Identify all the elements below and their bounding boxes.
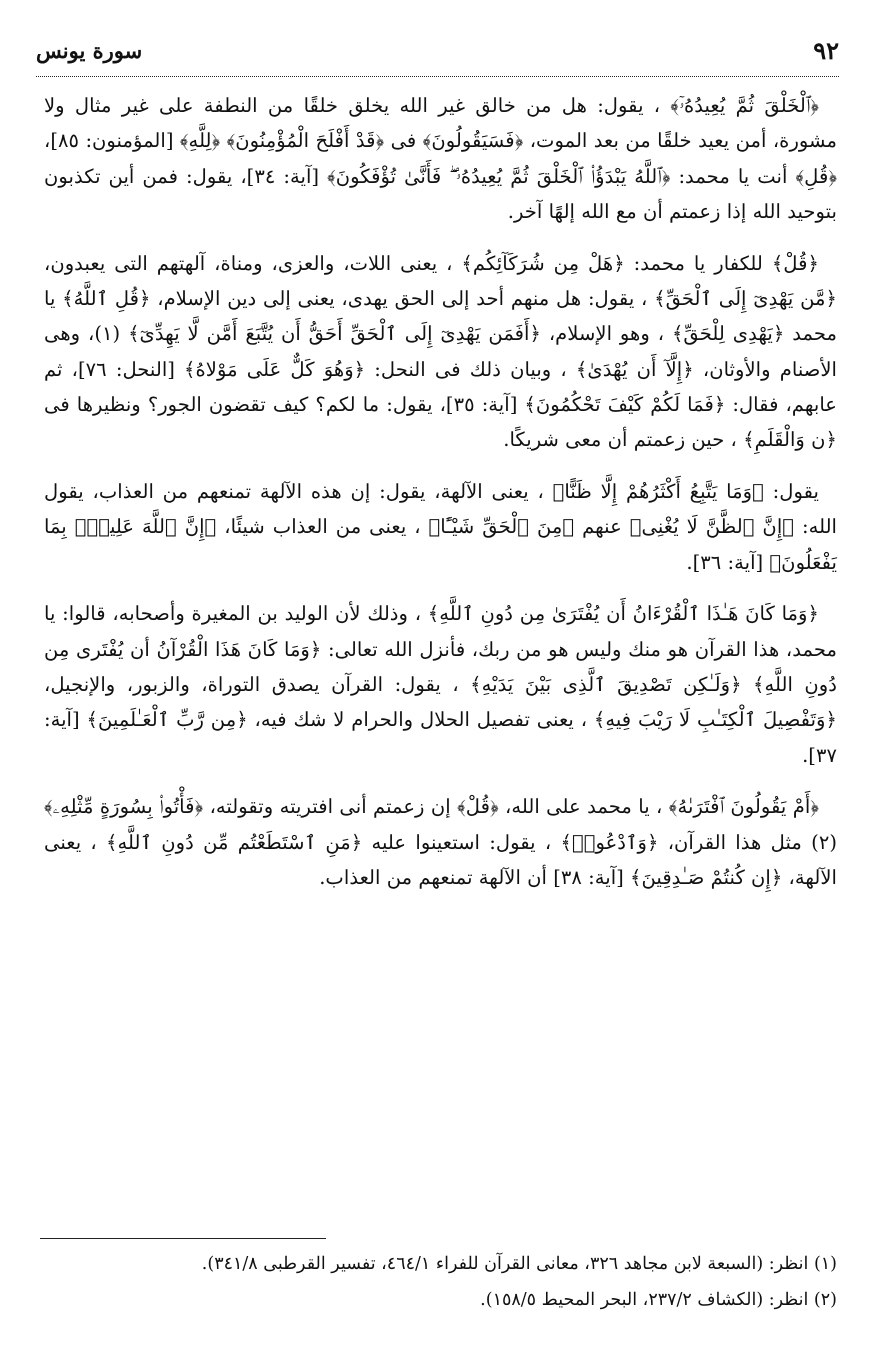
footnotes — [44, 1246, 837, 1318]
running-header — [36, 36, 839, 77]
paragraph-2: ﴿قُلْ﴾ للكفار يا محمد: ﴿هَلْ مِن شُرَكَآئِكُم﴾ ، يعنى اللات، والعزى، ومناة، آلهتهم التى يعبدون، ﴿مَّن يَهْدِىٓ إِلَى ٱلْحَقِّ﴾ ، يقول: هل منهم أحد إلى الحق يهدى، يعنى إلى دين الإسلام، ﴿قُلِ ٱللَّهُ﴾ يا محمد ﴿يَهْدِى لِلْحَقِّ﴾ ، وهو الإسلام، ﴿أَفَمَن يَهْدِىٓ إِلَى ٱلْحَقِّ أَحَقُّ أَن يُتَّبَعَ أَمَّن لَّا يَهِدِّىٓ﴾ (١)، وهى الأصنام والأوثان، ﴿إِلَّآ أَن يُهْدَىٰ﴾ ، وبيان ذلك فى النحل: ﴿وَهُوَ كَلٌّ عَلَى مَوْلاهُ﴾ [النحل: ٧٦]، ثم عابهم، فقال: ﴿فَمَا لَكُمْ كَيْفَ تَحْكُمُونَ﴾ [آية: ٣٥]، يقول: ما لكم؟ كيف تقضون الجور؟ ونظيرها فى ﴿ن وَالْقَلَمِ﴾ ، حين زعمتم أن معى شريكًا. — [44, 251, 837, 452]
footnote-2: (٢) انظر: (الكشاف ٢٣٧/٢، البحر المحيط ١٥٨/٥). — [480, 1290, 837, 1310]
paragraph-3: يقول: ﴿وَمَا يَتَّبِعُ أَكْثَرُهُمْ إِلَّا ظَنًّا﴾ ، يعنى الآلهة، يقول: إن هذه الآلهة تمنعهم من العذاب، يقول الله: ﴿إِنَّ ٱلظَّنَّ لَا يُغْنِى﴾ عنهم ﴿مِنَ ٱلْحَقِّ شَيْـًٔا﴾ ، يعنى من العذاب شيئًا، ﴿إِنَّ ٱللَّهَ عَلِيمٌۢ بِمَا يَفْعَلُونَ﴾ [آية: ٣٦]. — [44, 479, 837, 574]
tafsir-body — [44, 88, 837, 912]
paragraph-5: ﴿أَمْ يَقُولُونَ ٱفْتَرَىٰهُ﴾ ، يا محمد على الله، ﴿قُلْ﴾ إن زعمتم أنى افتريته وتقولته، ﴿فَأْتُوا۟ بِسُورَةٍ مِّثْلِهِۦ﴾ (٢) مثل هذا القرآن، ﴿وَٱدْعُوا۟﴾ ، يقول: استعينوا عليه ﴿مَنِ ٱسْتَطَعْتُم مِّن دُونِ ٱللَّهِ﴾ ، يعنى الآلهة، ﴿إِن كُنتُمْ صَـٰدِقِينَ﴾ [آية: ٣٨] أن الآلهة تمنعهم من العذاب. — [44, 795, 837, 889]
footnote-1: (١) انظر: (السبعة لابن مجاهد ٣٢٦، معانى القرآن للفراء ٤٦٤/١، تفسير القرطبى ٣٤١/٨). — [201, 1254, 837, 1274]
footnote-divider — [40, 1238, 326, 1239]
paragraph-4: ﴿وَمَا كَانَ هَـٰذَا ٱلْقُرْءَانُ أَن يُفْتَرَىٰ مِن دُونِ ٱللَّهِ﴾ ، وذلك لأن الوليد بن المغيرة وأصحابه، قالوا: يا محمد، هذا القرآن هو منك وليس هو من ربك، فأنزل الله تعالى: ﴿وَمَا كَانَ هَذَا الْقُرْآنُ أن يُفْتَرى مِن دُونِ اللَّهِ﴾ ﴿وَلَـٰكِن تَصْدِيقَ ٱلَّذِى بَيْنَ يَدَيْهِ﴾ ، يقول: القرآن يصدق التوراة، والزبور، والإنجيل، ﴿وَتَفْصِيلَ ٱلْكِتَـٰبِ لَا رَيْبَ فِيهِ﴾ ، يعنى تفصيل الحلال والحرام لا شك فيه، ﴿مِن رَّبِّ ٱلْعَـٰلَمِينَ﴾ [آية: ٣٧]. — [44, 602, 837, 767]
page-number: ٩٢ — [813, 36, 839, 65]
paragraph-1: ﴿ٱلْخَلْقَ ثُمَّ يُعِيدُهُۥٓ﴾ ، يقول: هل من خالق غير الله يخلق خلقًا من النطفة على غير مثال ولا مشورة، أمن يعيد خلقًا من بعد الموت، ﴿فَسَيَقُولُونَ﴾ فى ﴿قَدْ أَفْلَحَ الْمُؤْمِنُونَ﴾ ﴿لِلَّهِ﴾ [المؤمنون: ٨٥]، ﴿قُلِ﴾ أنت يا محمد: ﴿ٱللَّهُ يَبْدَؤُا۟ ٱلْخَلْقَ ثُمَّ يُعِيدُهُۥ ۖ فَأَنَّىٰ تُؤْفَكُونَ﴾ [آية: ٣٤]، يقول: فمن أين تكذبون بتوحيد الله إذا زعمتم أن مع الله إلهًا آخر. — [44, 94, 838, 223]
surah-title: سورة يونس — [36, 38, 143, 63]
